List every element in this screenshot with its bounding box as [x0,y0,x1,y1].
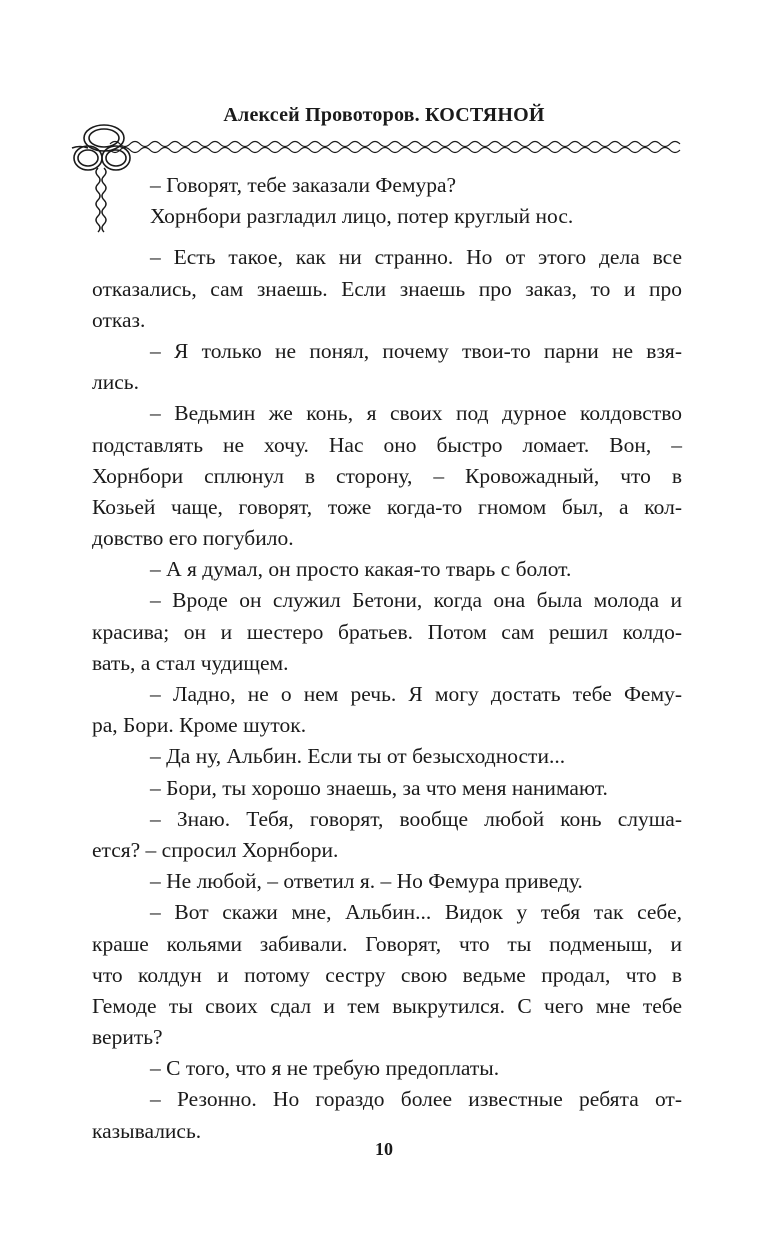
text-line: – Я только не понял, почему твои-то парни не взя- [150,338,682,363]
text-line: – Резонно. Но гораздо более известные ребята от- [150,1087,682,1112]
text-line: – Знаю. Тебя, говорят, вообще любой конь слуша- [150,806,682,831]
text-line: – С того, что я не требую предоплаты. [150,1056,500,1081]
text-line: – А я думал, он просто какая-то тварь с болот. [150,557,572,582]
text-line: Козьей чаще, говорят, тоже когда-то гномом был, а кол- [92,494,682,519]
text-line: вать, а стал чудищем. [92,650,289,675]
text-line: верить? [92,1025,163,1050]
text-line: казывались. [92,1118,202,1143]
text-line: – Вроде он служил Бетони, когда она была молода и [150,588,682,613]
text-line: – Бори, ты хорошо знаешь, за что меня нанимают. [150,775,608,800]
text-line: Хорнбори сплюнул в сторону, – Кровожадный, что в [92,463,682,488]
text-line: – Есть такое, как ни странно. Но от этого дела все [150,245,682,270]
text-line: отказались, сам знаешь. Если знаешь про заказ, то и про [92,276,682,301]
text-line: ра, Бори. Кроме шуток. [92,713,307,738]
paragraph-gap [92,232,682,242]
running-header: Алексей Провоторов. КОСТЯНОЙ [223,104,545,126]
text-line: – Не любой, – ответил я. – Но Фемура приведу. [150,869,583,894]
text-line: ется? – спросил Хорнбори. [92,837,339,862]
text-line: подставлять не хочу. Нас оно быстро ломает. Вон, – [92,432,682,457]
text-line: отказ. [92,307,146,332]
page-number: 10 [375,1139,393,1159]
text-line: краше кольями забивали. Говорят, что ты подменыш, и [92,931,682,956]
text-line: красива; он и шестеро братьев. Потом сам решил колдо- [92,619,682,644]
text-line: Хорнбори разгладил лицо, потер круглый нос. [150,204,574,229]
body-text [92,170,682,1147]
text-line: – Говорят, тебе заказали Фемура? [150,173,457,197]
text-line: лись. [92,370,139,395]
text-line: – Да ну, Альбин. Если ты от безысходности... [150,744,566,769]
text-line: Гемоде ты своих сдал и тем выкрутился. С чего мне тебе [92,993,682,1018]
text-line: – Ладно, не о нем речь. Я могу достать тебе Фему- [150,682,682,706]
text-line: что колдун и потому сестру свою ведьме продал, что в [92,962,682,987]
text-line: довство его погубило. [92,526,294,551]
rope-line [110,142,680,153]
text-line: – Ведьмин же конь, я своих под дурное колдовство [150,401,682,426]
rope-knot [72,125,130,170]
text-line: – Вот скажи мне, Альбин... Видок у тебя так себе, [150,900,682,925]
